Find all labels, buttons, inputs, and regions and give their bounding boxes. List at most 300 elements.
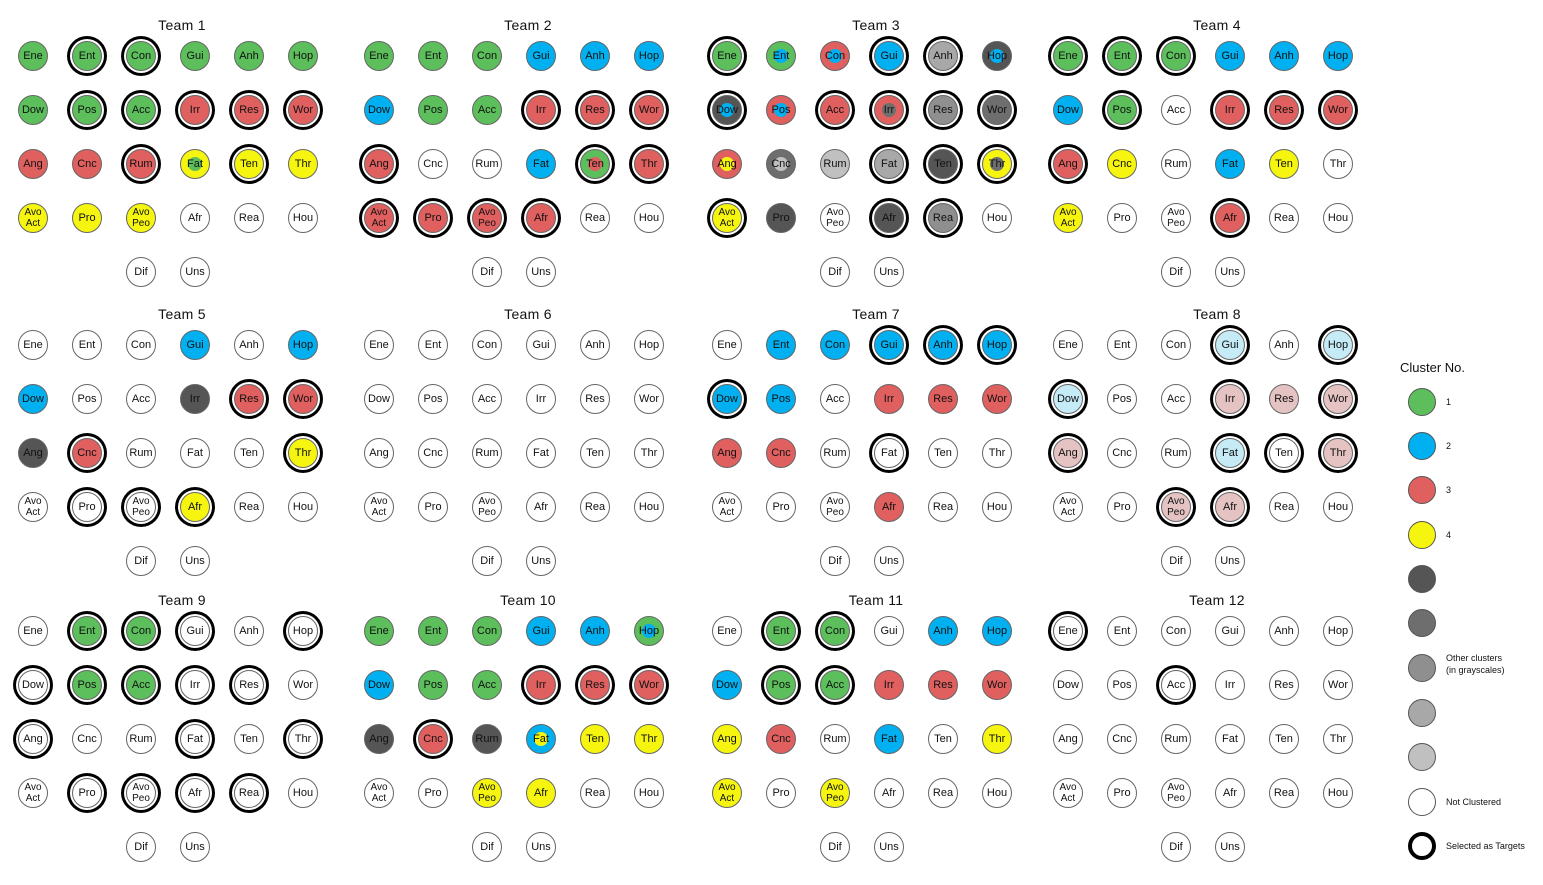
symptom-node: [1215, 330, 1245, 360]
node-label: Afr: [533, 211, 549, 224]
node-label: Rum: [1164, 732, 1188, 745]
node-label: Pro: [1113, 786, 1131, 799]
node-label: Rea: [932, 500, 954, 513]
symptom-node: [580, 616, 610, 646]
symptom-node: [418, 149, 448, 179]
symptom-node: [766, 149, 796, 179]
symptom-node: [234, 724, 264, 754]
symptom-node: [1107, 616, 1137, 646]
symptom-node: [1215, 832, 1245, 862]
node-label: Uns: [879, 554, 899, 567]
symptom-node: [472, 95, 502, 125]
node-label: Wor: [639, 392, 659, 405]
symptom-node: [634, 778, 664, 808]
node-label: Con: [824, 624, 846, 637]
symptom-node: [1269, 149, 1299, 179]
symptom-node: [126, 724, 156, 754]
node-label: Acc: [825, 103, 845, 116]
node-label: Hop: [638, 49, 660, 62]
symptom-node: [472, 616, 502, 646]
symptom-node: [766, 724, 796, 754]
node-label: Hou: [986, 500, 1008, 513]
node-label: Acc: [477, 678, 497, 691]
symptom-node: [766, 384, 796, 414]
symptom-node: [580, 95, 610, 125]
node-label: Pos: [771, 678, 791, 691]
legend-swatch: [1408, 521, 1436, 549]
symptom-node: [874, 778, 904, 808]
node-label: Gui: [186, 338, 204, 351]
symptom-node: [234, 670, 264, 700]
symptom-node: [1161, 95, 1191, 125]
team-title: Team 3: [852, 17, 900, 33]
symptom-node: [288, 492, 318, 522]
symptom-node: [1053, 149, 1083, 179]
symptom-node: [820, 95, 850, 125]
symptom-node: [364, 41, 394, 71]
node-label: Ang: [23, 157, 43, 170]
symptom-node: [928, 149, 958, 179]
node-label: Dif: [828, 554, 842, 567]
symptom-node: [1323, 95, 1353, 125]
symptom-node: [820, 724, 850, 754]
symptom-node: [820, 438, 850, 468]
symptom-node: [1323, 203, 1353, 233]
legend-label: 4: [1446, 530, 1452, 540]
node-label: Anh: [933, 624, 953, 637]
symptom-node: [72, 670, 102, 700]
symptom-node: [526, 384, 556, 414]
symptom-node: [18, 384, 48, 414]
node-label: Afr: [533, 786, 549, 799]
node-label: Thr: [988, 157, 1006, 170]
symptom-node: [634, 149, 664, 179]
symptom-node: [526, 95, 556, 125]
symptom-node: [364, 670, 394, 700]
node-label: Ang: [369, 732, 389, 745]
symptom-node: [364, 778, 394, 808]
symptom-node: [1215, 778, 1245, 808]
symptom-node: [712, 670, 742, 700]
node-label: Acc: [131, 678, 151, 691]
symptom-node: [418, 95, 448, 125]
legend-item: [1408, 388, 1543, 420]
node-label: Ten: [1275, 157, 1293, 170]
node-label: Avo Act: [370, 782, 388, 804]
node-label: Hop: [292, 49, 314, 62]
node-label: Ang: [717, 157, 737, 170]
symptom-node: [982, 670, 1012, 700]
node-label: Afr: [881, 786, 897, 799]
legend-swatch: [1408, 832, 1436, 860]
symptom-node: [18, 95, 48, 125]
symptom-node: [1161, 203, 1191, 233]
symptom-node: [180, 832, 210, 862]
node-label: Avo Peo: [132, 782, 150, 804]
symptom-node: [982, 438, 1012, 468]
node-label: Afr: [1222, 500, 1238, 513]
legend-item: [1408, 565, 1543, 597]
legend-swatch: [1408, 788, 1436, 816]
symptom-node: [526, 670, 556, 700]
node-label: Gui: [532, 338, 550, 351]
node-label: Pro: [424, 786, 442, 799]
symptom-node: [364, 724, 394, 754]
symptom-node: [1053, 778, 1083, 808]
node-label: Rea: [584, 500, 606, 513]
node-label: Ene: [23, 49, 43, 62]
symptom-node: [1215, 438, 1245, 468]
legend: [1398, 358, 1543, 858]
node-label: Hou: [292, 211, 314, 224]
node-label: Hou: [1327, 500, 1349, 513]
node-label: Con: [130, 338, 152, 351]
symptom-node: [580, 778, 610, 808]
node-label: Ang: [1058, 732, 1078, 745]
node-label: Acc: [825, 392, 845, 405]
symptom-node: [874, 832, 904, 862]
symptom-node: [1161, 492, 1191, 522]
symptom-node: [1269, 41, 1299, 71]
symptom-node: [1053, 384, 1083, 414]
symptom-node: [1161, 724, 1191, 754]
node-label: Dow: [1056, 392, 1079, 405]
node-label: Con: [476, 49, 498, 62]
node-label: Rum: [475, 446, 499, 459]
symptom-node: [982, 330, 1012, 360]
team-panel: [16, 17, 356, 302]
legend-item: [1408, 743, 1543, 775]
symptom-node: [712, 778, 742, 808]
node-label: Ene: [1058, 49, 1078, 62]
node-label: Res: [585, 678, 605, 691]
node-label: Dow: [21, 392, 44, 405]
node-label: Gui: [532, 49, 550, 62]
team-title: Team 12: [1189, 592, 1245, 608]
symptom-node: [820, 616, 850, 646]
symptom-node: [1161, 832, 1191, 862]
symptom-node: [1107, 330, 1137, 360]
node-label: Ent: [1113, 338, 1131, 351]
symptom-node: [580, 438, 610, 468]
legend-swatch: [1408, 388, 1436, 416]
node-label: Cnc: [771, 446, 791, 459]
node-label: Irr: [883, 678, 895, 691]
symptom-node: [1323, 616, 1353, 646]
node-label: Ene: [717, 338, 737, 351]
symptom-node: [928, 492, 958, 522]
node-label: Avo Peo: [1167, 496, 1185, 518]
node-label: Ent: [772, 624, 790, 637]
symptom-node: [820, 149, 850, 179]
node-label: Dow: [367, 678, 390, 691]
node-label: Fat: [881, 732, 897, 745]
node-label: Rea: [1273, 211, 1295, 224]
node-label: Dif: [480, 265, 494, 278]
node-label: Acc: [1166, 678, 1186, 691]
symptom-node: [18, 41, 48, 71]
node-label: Dow: [21, 103, 44, 116]
symptom-node: [288, 724, 318, 754]
symptom-node: [418, 492, 448, 522]
symptom-node: [580, 149, 610, 179]
symptom-node: [1215, 670, 1245, 700]
symptom-node: [472, 492, 502, 522]
node-label: Res: [239, 103, 259, 116]
node-label: Dif: [480, 554, 494, 567]
node-label: Thr: [1329, 446, 1347, 459]
node-label: Ent: [772, 338, 790, 351]
node-label: Wor: [987, 678, 1007, 691]
symptom-node: [126, 257, 156, 287]
node-label: Avo Act: [370, 496, 388, 518]
symptom-node: [766, 330, 796, 360]
node-label: Res: [239, 392, 259, 405]
symptom-node: [634, 616, 664, 646]
symptom-node: [928, 41, 958, 71]
legend-label: 1: [1446, 397, 1452, 407]
node-label: Uns: [531, 840, 551, 853]
node-label: Gui: [880, 49, 898, 62]
node-label: Cnc: [423, 157, 443, 170]
node-label: Acc: [131, 392, 151, 405]
symptom-node: [820, 203, 850, 233]
node-label: Ene: [369, 624, 389, 637]
node-label: Afr: [533, 500, 549, 513]
node-label: Avo Peo: [132, 496, 150, 518]
symptom-node: [580, 384, 610, 414]
node-label: Dif: [134, 554, 148, 567]
symptom-node: [288, 41, 318, 71]
symptom-node: [234, 41, 264, 71]
symptom-node: [1053, 616, 1083, 646]
symptom-node: [1215, 492, 1245, 522]
symptom-node: [72, 384, 102, 414]
node-label: Wor: [987, 103, 1007, 116]
node-label: Gui: [1221, 338, 1239, 351]
node-label: Thr: [640, 446, 658, 459]
symptom-node: [288, 670, 318, 700]
symptom-node: [1053, 330, 1083, 360]
symptom-node: [418, 778, 448, 808]
node-label: Ent: [424, 49, 442, 62]
symptom-node: [180, 95, 210, 125]
node-label: Wor: [1328, 678, 1348, 691]
symptom-node: [126, 41, 156, 71]
symptom-node: [1107, 41, 1137, 71]
node-label: Cnc: [423, 446, 443, 459]
symptom-node: [874, 492, 904, 522]
node-label: Avo Peo: [478, 496, 496, 518]
symptom-node: [982, 616, 1012, 646]
symptom-node: [928, 778, 958, 808]
node-label: Rum: [475, 732, 499, 745]
symptom-node: [288, 616, 318, 646]
node-label: Pro: [772, 786, 790, 799]
node-label: Uns: [1220, 840, 1240, 853]
symptom-node: [526, 438, 556, 468]
node-label: Pos: [423, 392, 443, 405]
symptom-node: [288, 384, 318, 414]
node-label: Cnc: [1112, 157, 1132, 170]
symptom-node: [580, 724, 610, 754]
symptom-node: [418, 438, 448, 468]
legend-swatch: [1408, 476, 1436, 504]
node-label: Cnc: [77, 732, 97, 745]
symptom-node: [634, 492, 664, 522]
symptom-node: [288, 149, 318, 179]
symptom-node: [1269, 330, 1299, 360]
node-label: Irr: [1224, 392, 1236, 405]
node-label: Ent: [78, 338, 96, 351]
symptom-node: [874, 670, 904, 700]
team-panel: [1051, 17, 1391, 302]
symptom-node: [72, 492, 102, 522]
node-label: Gui: [1221, 624, 1239, 637]
node-label: Hou: [986, 211, 1008, 224]
symptom-node: [1215, 149, 1245, 179]
node-label: Thr: [294, 446, 312, 459]
symptom-node: [1323, 670, 1353, 700]
node-label: Hop: [986, 624, 1008, 637]
symptom-node: [18, 203, 48, 233]
node-label: Rea: [584, 211, 606, 224]
symptom-node: [234, 149, 264, 179]
node-label: Dif: [828, 265, 842, 278]
node-label: Res: [1274, 392, 1294, 405]
team-panel: [1051, 306, 1391, 591]
node-label: Avo Peo: [826, 207, 844, 229]
symptom-node: [180, 724, 210, 754]
symptom-node: [1161, 330, 1191, 360]
symptom-node: [1269, 670, 1299, 700]
node-label: Fat: [187, 732, 203, 745]
team-panel: [710, 17, 1050, 302]
symptom-node: [1107, 670, 1137, 700]
node-label: Rum: [129, 732, 153, 745]
node-label: Acc: [131, 103, 151, 116]
node-label: Pro: [1113, 211, 1131, 224]
node-label: Ang: [717, 732, 737, 745]
node-label: Pos: [771, 103, 791, 116]
node-label: Uns: [185, 840, 205, 853]
symptom-node: [712, 41, 742, 71]
node-label: Uns: [1220, 554, 1240, 567]
node-label: Hop: [1327, 49, 1349, 62]
legend-label: Other clusters (in grayscales): [1446, 653, 1505, 675]
node-label: Uns: [185, 554, 205, 567]
symptom-node: [526, 330, 556, 360]
symptom-node: [1053, 95, 1083, 125]
legend-item: [1408, 521, 1543, 553]
symptom-node: [126, 832, 156, 862]
node-label: Ten: [1275, 446, 1293, 459]
node-label: Anh: [933, 49, 953, 62]
node-label: Avo Act: [370, 207, 388, 229]
node-label: Hop: [1327, 338, 1349, 351]
symptom-node: [234, 330, 264, 360]
symptom-node: [18, 330, 48, 360]
node-label: Fat: [533, 446, 549, 459]
node-label: Afr: [881, 211, 897, 224]
node-label: Anh: [585, 49, 605, 62]
symptom-node: [982, 203, 1012, 233]
symptom-node: [874, 95, 904, 125]
symptom-node: [418, 670, 448, 700]
node-label: Irr: [535, 678, 547, 691]
symptom-node: [820, 492, 850, 522]
symptom-node: [982, 149, 1012, 179]
node-label: Ang: [369, 446, 389, 459]
symptom-node: [1215, 724, 1245, 754]
node-label: Ang: [369, 157, 389, 170]
symptom-node: [1161, 41, 1191, 71]
symptom-node: [418, 330, 448, 360]
team-title: Team 11: [848, 592, 904, 608]
symptom-node: [72, 95, 102, 125]
symptom-node: [126, 546, 156, 576]
symptom-node: [418, 616, 448, 646]
node-label: Pos: [423, 103, 443, 116]
node-label: Con: [476, 338, 498, 351]
symptom-node: [526, 149, 556, 179]
node-label: Fat: [187, 157, 203, 170]
node-label: Pos: [77, 392, 97, 405]
symptom-node: [72, 330, 102, 360]
symptom-node: [1269, 95, 1299, 125]
symptom-node: [928, 616, 958, 646]
symptom-node: [180, 330, 210, 360]
symptom-node: [634, 95, 664, 125]
symptom-node: [1161, 438, 1191, 468]
symptom-node: [1053, 670, 1083, 700]
node-label: Ene: [369, 338, 389, 351]
symptom-node: [126, 330, 156, 360]
node-label: Thr: [988, 732, 1006, 745]
node-label: Res: [933, 678, 953, 691]
node-label: Ene: [717, 624, 737, 637]
node-label: Wor: [639, 103, 659, 116]
node-label: Afr: [1222, 786, 1238, 799]
legend-swatch: [1408, 432, 1436, 460]
symptom-node: [1269, 203, 1299, 233]
symptom-node: [18, 438, 48, 468]
symptom-node: [1107, 778, 1137, 808]
symptom-node: [874, 41, 904, 71]
symptom-node: [472, 670, 502, 700]
node-label: Res: [1274, 103, 1294, 116]
node-label: Con: [1165, 338, 1187, 351]
node-label: Hop: [1327, 624, 1349, 637]
node-label: Ene: [1058, 624, 1078, 637]
symptom-node: [766, 41, 796, 71]
node-label: Ent: [424, 624, 442, 637]
node-label: Irr: [189, 103, 201, 116]
team-panel: [710, 592, 1050, 877]
node-label: Con: [824, 49, 846, 62]
node-label: Ten: [934, 446, 952, 459]
node-label: Ent: [78, 49, 96, 62]
symptom-node: [820, 257, 850, 287]
node-label: Ene: [1058, 338, 1078, 351]
node-label: Afr: [881, 500, 897, 513]
node-label: Uns: [531, 265, 551, 278]
node-label: Ent: [78, 624, 96, 637]
node-label: Ent: [424, 338, 442, 351]
symptom-node: [180, 438, 210, 468]
node-label: Uns: [531, 554, 551, 567]
node-label: Ang: [23, 446, 43, 459]
